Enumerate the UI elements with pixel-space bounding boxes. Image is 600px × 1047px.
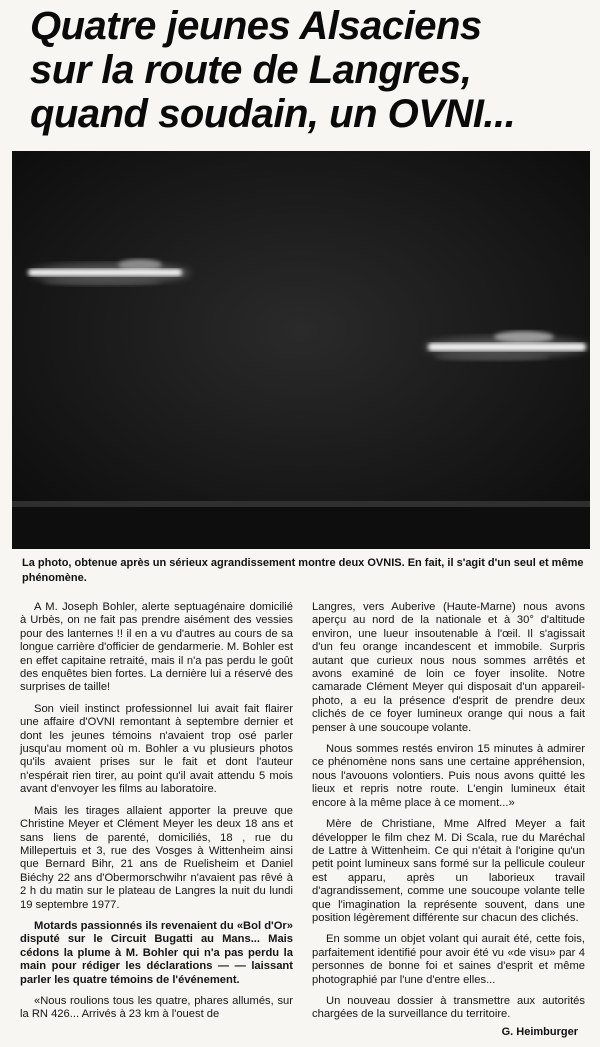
paragraph: En somme un objet volant qui aurait été, cette fois, parfaitement identifié pour avoir été vu «de visu» par 4 personnes de bonne foi et saines d'esprit et même photographié par l'une d'entre elles...: [312, 933, 585, 986]
headline-line-2: sur la route de Langres,: [30, 48, 472, 92]
article-column-left: [20, 601, 293, 1030]
paragraph: Mais les tirages allaient apporter la preuve que Christine Meyer et Clément Meyer les deux 18 ans et sans liens de parenté, domiciliés, 18 , rue du Millepertuis et 3, rue des Vosges à Wittenheim ainsi que Bernard Bihr, 21 ans de Ruelisheim et Daniel Biéchy 22 ans d'Obermorschwihr n'avaient pas rêvé à 2 h du matin sur le plateau de Langres la nuit du lundi 19 septembre 1977.: [20, 804, 293, 911]
ufo-photo: [12, 151, 590, 549]
ufo-photo-graphic: [12, 151, 590, 549]
headline: [30, 4, 590, 136]
paragraph: Motards passionnés ils revenaient du «Bol d'Or» disputé sur le Circuit Bugatti au Mans... Mais cédons la plume à M. Bohler qui n'a pas perdu la main pour rédiger les déclarations — — laissant parler les quatre témoins de l'événement.: [20, 919, 293, 986]
horizon-line: [12, 501, 590, 507]
headline-line-3: quand soudain, un OVNI...: [30, 92, 516, 136]
article-column-right: [312, 601, 585, 1030]
author-signature: G. Heimburger: [501, 1026, 578, 1038]
paragraph: Nous sommes restés environ 15 minutes à admirer ce phénomène nons sans une certaine appréhension, nous l'avouons volontiers. Puis nous avons quitté les lieux et repris notre route. L'engin lumineux était encore à la même place à ce moment...»: [312, 743, 585, 809]
paragraph: A M. Joseph Bohler, alerte septuagénaire domicilié à Urbès, on ne fait pas prendre aisément des vessies pour des lanternes !! il en a vu d'autres au cours de sa longue carrière d'officier de gendarmerie. M. Bohler est en effet capitaine retraité, mais il n'a pas perdu le goût des enquêtes bien fortes. La dernière lui a réservé des surprises de taille!: [20, 601, 293, 694]
paragraph: Mère de Christiane, Mme Alfred Meyer a fait développer le film chez M. Di Scala, rue du Maréchal de Lattre à Wittenheim. Ce qui n'était à l'origine qu'un petit point lumineux sans formé sur la pellicule couleur est apparu, après un laborieux travail d'agrandissement, comme une soucoupe volante telle que l'imagination la représente souvent, dans une position légèrement différente sur chacun des clichés.: [312, 818, 585, 924]
paragraph: Son vieil instinct professionnel lui avait fait flairer une affaire d'OVNI remontant à septembre dernier et dont les jeunes témoins n'avaient trop osé parler jusqu'au moment où m. Bohler a vu plusieurs photos qu'ils avaient prises sur le fait et dont l'auteur n'espérait rien tirer, au point qu'il avait attendu 5 mois avant d'envoyer les films au laboratoire.: [20, 702, 293, 796]
paragraph: Un nouveau dossier à transmettre aux autorités chargées de la surveillance du territoire.: [312, 994, 585, 1021]
photo-caption: La photo, obtenue après un sérieux agrandissement montre deux OVNIS. En fait, il s'agit d'un seul et même phénomène.: [22, 557, 584, 584]
paragraph: «Nous roulions tous les quatre, phares allumés, sur la RN 426... Arrivés à 23 km à l'ouest de: [20, 994, 293, 1021]
paragraph: Langres, vers Auberive (Haute-Marne) nous avons aperçu au nord de la nationale et à 30° d'altitude environ, une lueur insoutenable à l'œil. Il s'agissait d'un feu orange incandescent et immobile. Surpris autant que curieux nous nous sommes arrêtés et avons examiné de loin ce foyer insolite. Notre camarade Clément Meyer qui disposait d'un appareil-photo, a eu la présence d'esprit de prendre deux clichés de ce foyer lumineux orange qui nous a fait penser à une soucoupe volante.: [312, 601, 585, 734]
headline-line-1: Quatre jeunes Alsaciens: [30, 4, 482, 48]
